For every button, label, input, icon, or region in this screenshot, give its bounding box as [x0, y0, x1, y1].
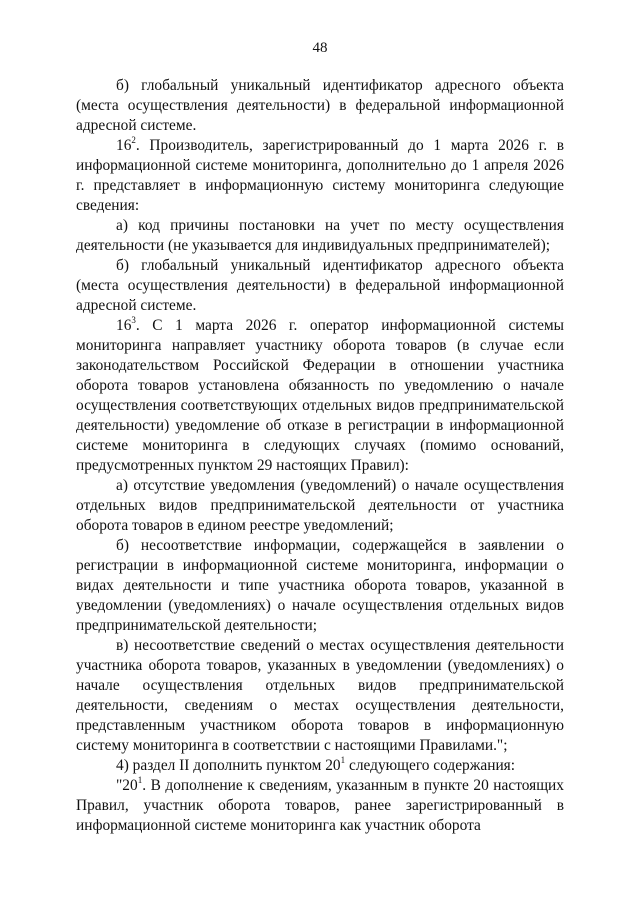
paragraph-v-mismatch-places: в) несоответствие сведений о местах осуществления деятельности участника оборота товаров, указанных в уведомлении (уведомлениях) о начале осуществления отдельных видов предпринимательской деятельности, сведениям о местах осуществления деятельности, представленным участником оборота товаров в информационную систему мониторинга в соответствии с настоящими Правилами.";	[76, 637, 564, 754]
clause-number: 16	[116, 137, 132, 154]
paragraph-16-2: $16^2$. Производитель, зарегистрированный до 1 марта 2026 г. в информационной системе мониторинга, дополнительно до 1 апреля 2026 г. представляет в информационную систему мониторинга следующие сведения:	[76, 134, 564, 214]
document-body	[76, 76, 564, 836]
paragraph-b-global-id: б) глобальный уникальный идентификатор адресного объекта (места осуществления деятельности) в федеральной информационной адресной системе.	[76, 77, 564, 134]
paragraph-b-mismatch-info: б) несоответствие информации, содержащейся в заявлении о регистрации в информационной системе мониторинга, информации о видах деятельности и типе участника оборота товаров, указанной в уведомлении (уведомлениях) о начале осуществления отдельных видов предпринимательской деятельности;	[76, 537, 564, 634]
paragraph-a-no-notice: а) отсутствие уведомления (уведомлений) о начале осуществления отдельных видов предпринимательской деятельности от участника оборота товаров в едином реестре уведомлений;	[76, 477, 564, 534]
clause-number: 16	[116, 317, 132, 334]
paragraph-16-3: $16^3$. С 1 марта 2026 г. оператор информационной системы мониторинга направляет участнику оборота товаров (в случае если законодательством Российской Федерации в отношении участника оборота товаров установлена обязанность по уведомлению о начале осуществления соответствующих отдельных видов предпринимательской деятельности) уведомление об отказе в регистрации в информационной системе мониторинга в следующих случаях (помимо оснований, предусмотренных пунктом 29 настоящих Правил):	[76, 314, 564, 474]
paragraph-4-section-ii: 4) раздел II дополнить пунктом $20^1$ следующего содержания:	[116, 754, 516, 774]
paragraph-b-global-id-2: б) глобальный уникальный идентификатор адресного объекта (места осуществления деятельности) в федеральной информационной адресной системе.	[76, 257, 564, 314]
paragraph-a-reason-code: а) код причины постановки на учет по месту осуществления деятельности (не указывается для индивидуальных предпринимателей);	[76, 217, 564, 254]
page-number: 48	[312, 40, 328, 56]
paragraph-20-1: "$20^1$. В дополнение к сведениям, указанным в пункте 20 настоящих Правил, участник оборота товаров, ранее зарегистрированный в информационной системе мониторинга как участник оборота	[76, 774, 564, 834]
clause-superscript: 2	[131, 134, 136, 145]
clause-superscript: 1	[340, 754, 346, 765]
clause-superscript: 1	[137, 774, 143, 785]
clause-superscript: 3	[131, 314, 136, 325]
